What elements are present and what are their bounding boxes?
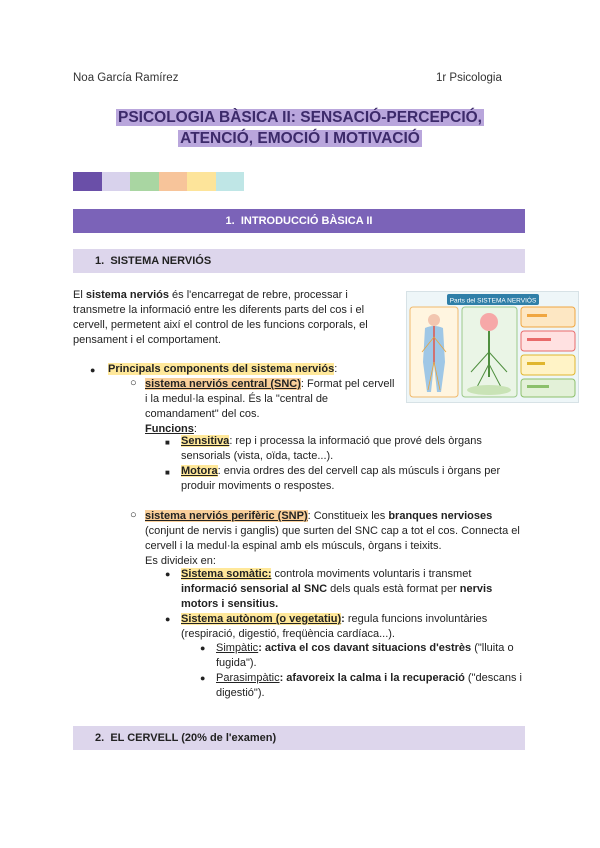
subsection-number: 1. [95,255,105,267]
page-title [70,107,530,149]
parasimpatic-bullet: ● [200,673,206,683]
term-sensitiva: Sensitiva [181,435,230,447]
components-heading: Principals components del sistema nerviós: [108,363,338,375]
autonom-bullet: ● [165,614,171,624]
subsection-label: SISTEMA NERVIÓS [110,255,212,267]
term-snc: sistema nerviós central (SNC) [145,378,301,390]
palette-swatch-purple [73,172,102,191]
term-sistema-nervios: sistema nerviós [85,289,169,301]
somatic-bullet: ● [165,569,171,579]
components-bullet: ● [90,365,96,375]
section-number: 1. [225,215,235,227]
section-label: INTRODUCCIÓ BÀSICA II [240,215,373,227]
palette-swatch-lavender [102,172,131,191]
snp-item: sistema nerviós perifèric (SNP): Constitueix les branques nervioses (conjunt de nervis i ganglis) que surten del SNC cap a tot el cos. Connecta el cervell i la medul·la espinal amb els músculs, òrgans i teixits. Es divideix en: [145,510,520,567]
term-parasimpatic: Parasimpàtic [216,672,280,684]
intro-paragraph: El sistema nerviós és l'encarregat de rebre, processar i transmetre la informació entre les diferents parts del cos i el cervell, permetent així el control de les funcions corporals, el pensament i el comportament. [73,289,368,346]
section-heading-intro [73,209,525,233]
term-motora: Motora [181,465,218,477]
course-label: 1r Psicologia [436,72,502,84]
sensitiva-item: Sensitiva: rep i processa la informació que prové dels òrgans sensorials (vista, oïda, tacte...). [181,435,482,462]
funcions-label: Funcions [145,423,194,435]
title-line-2: ATENCIÓ, EMOCIÓ I MOTIVACIÓ [180,130,420,147]
term-snp: sistema nerviós perifèric (SNP) [145,510,308,522]
palette-swatch-green [130,172,159,191]
term-simpatic: Simpàtic [216,642,259,654]
author-name: Noa García Ramírez [73,72,179,84]
figure-title: Parts del SISTEMA NERVIÓS [449,297,537,305]
term-somatic: Sistema somàtic: [181,568,272,580]
motora-item: Motora: envia ordres des del cervell cap als músculs i òrgans per produir moviments o respostes. [181,465,501,492]
subsection-heading-brain [73,726,525,750]
snp-bullet: ○ [130,509,137,521]
autonom-item: Sistema autònom (o vegetatiu): regula funcions involuntàries (respiració, digestió, freqüència cardíaca...). [181,613,488,640]
somatic-item: Sistema somàtic: controla moviments voluntaris i transmet informació sensorial al SNC dels quals està format per nervis motors i sensitius. [181,568,493,610]
parasimpatic-item: Parasimpàtic: afavoreix la calma i la recuperació ("descans i digestió"). [216,672,522,699]
snc-item: sistema nerviós central (SNC): Format pel cervell i la medul·la espinal. És la "central de comandament" del cos. Funcions: [145,378,395,435]
simpatic-bullet: ● [200,643,206,653]
palette-swatch-teal [216,172,245,191]
palette-swatch-orange [159,172,188,191]
subsection-label: EL CERVELL (20% de l'examen) [110,732,277,744]
term-autonom: Sistema autònom (o vegetatiu) [181,613,342,625]
subsection-heading-nervous-system [73,249,525,273]
snc-bullet: ○ [130,377,137,389]
title-line-1: PSICOLOGIA BÀSICA II: SENSACIÓ-PERCEPCIÓ, [117,109,482,126]
simpatic-item: Simpàtic: activa el cos davant situacions d'estrès ("lluita o fugida"). [216,642,514,669]
nervous-system-diagram [406,291,579,403]
palette-swatch-yellow [187,172,216,191]
subsection-number: 2. [95,732,105,744]
sensitiva-bullet: ■ [165,438,170,447]
motora-bullet: ■ [165,468,170,477]
